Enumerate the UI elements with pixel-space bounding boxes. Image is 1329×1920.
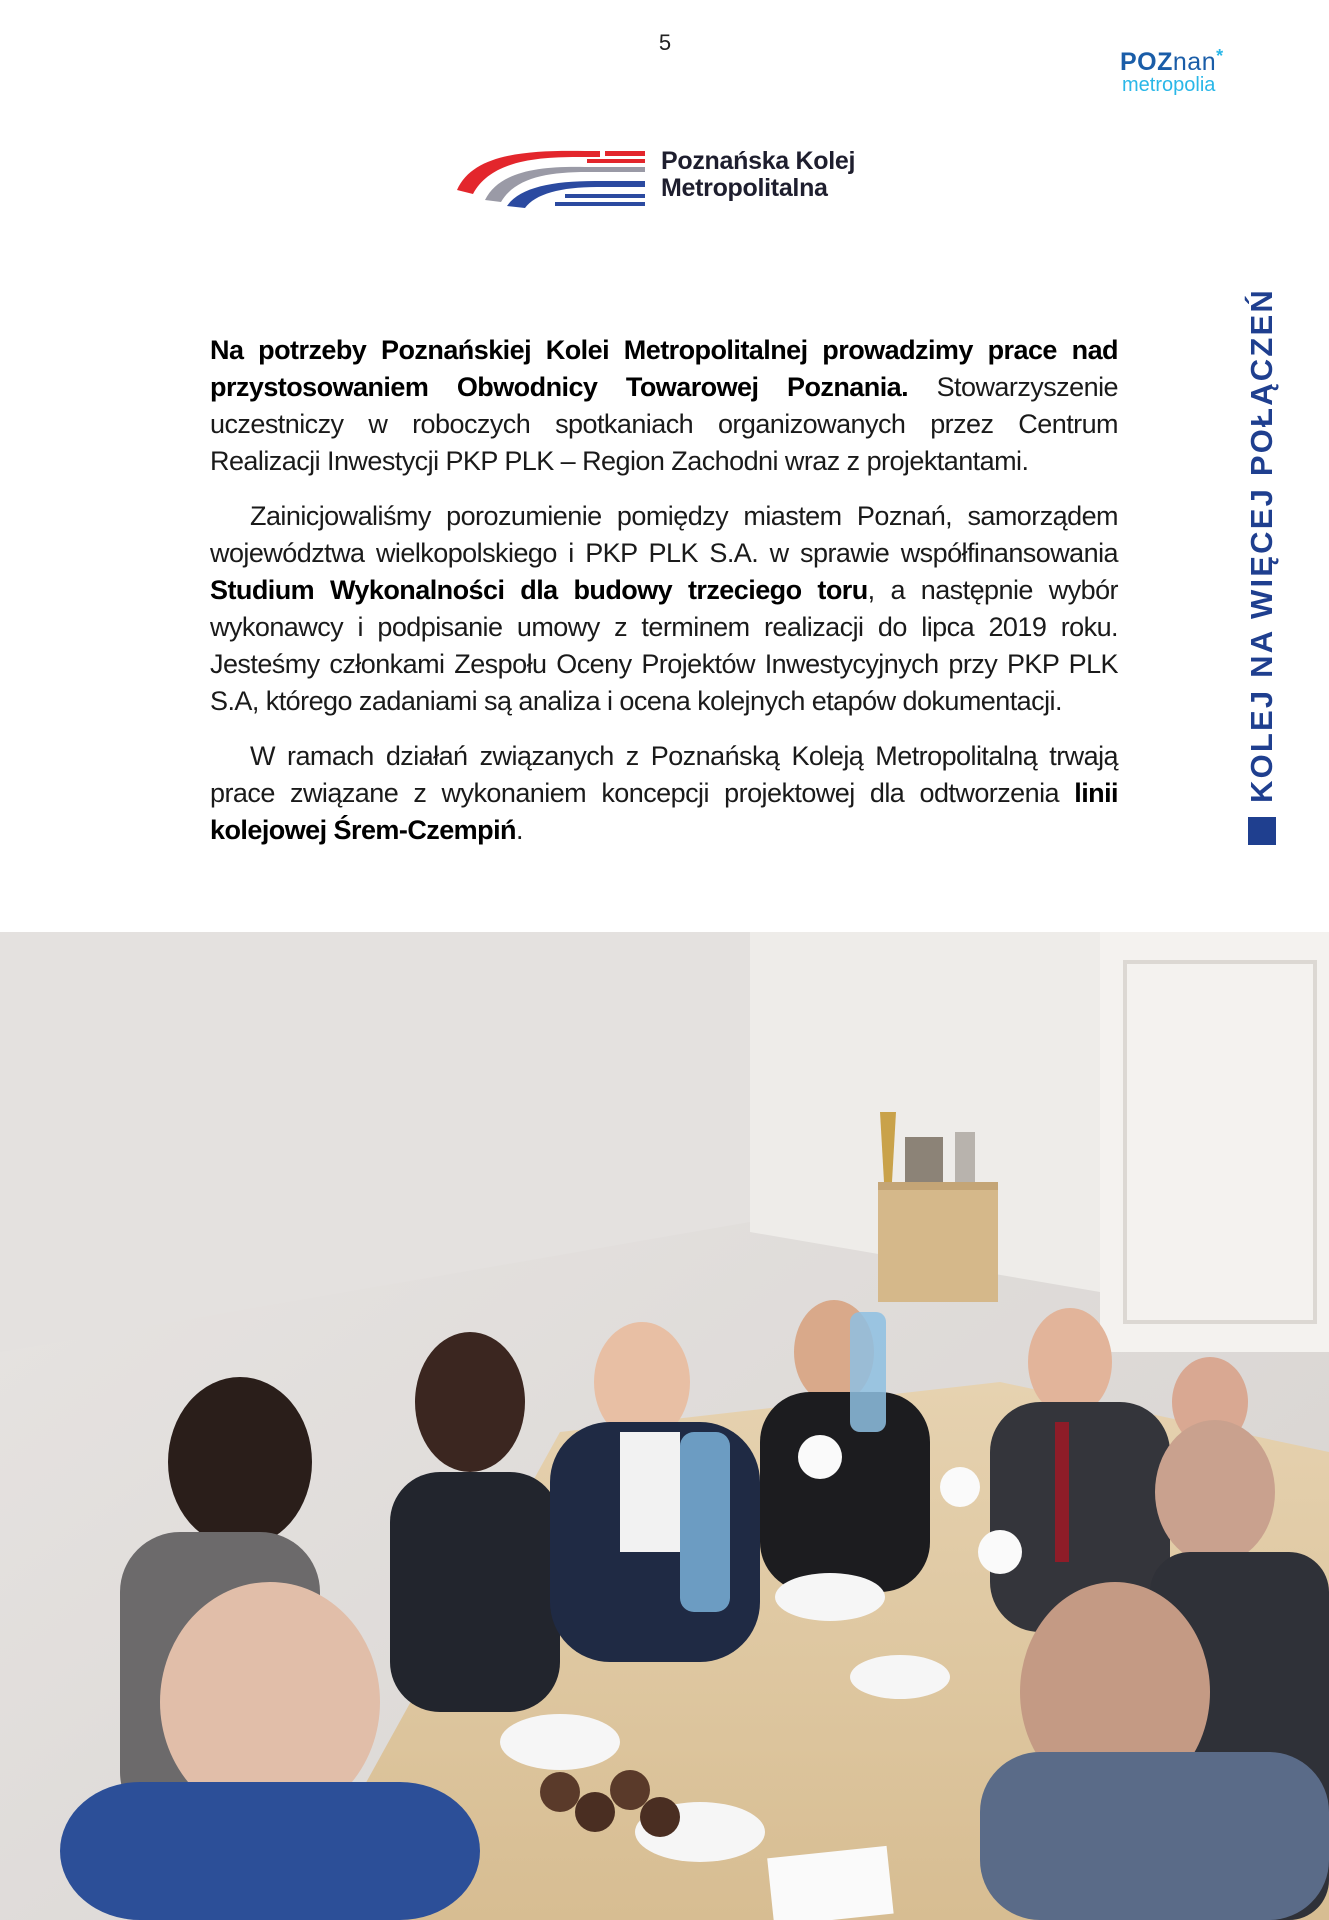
article-body xyxy=(210,332,1118,867)
paragraph-2-text-before: Zainicjowaliśmy porozumienie pomiędzy miastem Poznań, samorządem województwa wielkopolskiego i PKP PLK S.A. w sprawie współfinansowania xyxy=(210,501,1118,568)
side-label-square-icon xyxy=(1248,817,1276,845)
meeting-photo xyxy=(0,932,1329,1920)
side-section-label xyxy=(1212,200,1279,865)
paragraph-3-text-before: W ramach działań związanych z Poznańską Koleją Metropolitalną trwają prace związane z wykonaniem koncepcji projektowej dla odtworzenia xyxy=(210,741,1118,808)
logo-subtitle: metropolia xyxy=(1122,74,1216,96)
paragraph-3-bold: linii kolejowej Śrem-Czempiń xyxy=(210,778,1118,845)
paragraph-2 xyxy=(210,498,1118,720)
pkm-logo-line2: Metropolitalna xyxy=(661,174,828,202)
paragraph-1 xyxy=(210,332,1118,480)
poznan-metropolia-logo xyxy=(1120,46,1240,96)
logo-star-icon: * xyxy=(1216,46,1224,66)
pkm-logo xyxy=(455,148,875,212)
meeting-photo-illustration xyxy=(0,932,1329,1920)
paragraph-3 xyxy=(210,738,1118,849)
paragraph-2-text-after: , a następnie wybór wykonawcy i podpisanie umowy z terminem realizacji do lipca 2019 roku. Jesteśmy członkami Zespołu Oceny Projektów Inwestycyjnych przy PKP PLK S.A, którego zadaniami są analiza i ocena kolejnych etapów dokumentacji. xyxy=(210,575,1118,716)
paragraph-1-bold: Na potrzeby Poznańskiej Kolei Metropolitalnej prowadzimy prace nad przystosowaniem Obwodnicy Towarowej Poznania. xyxy=(210,335,1118,402)
paragraph-2-bold: Studium Wykonalności dla budowy trzeciego toru xyxy=(210,575,868,605)
page-number: 5 xyxy=(658,30,672,55)
logo-lower: nan xyxy=(1172,48,1217,76)
logo-caps: POZ xyxy=(1120,48,1173,76)
side-label-text: KOLEJ NA WIĘCEJ POŁĄCZEŃ xyxy=(1244,288,1279,803)
paragraph-1-text: Stowarzyszenie uczestniczy w roboczych spotkaniach organizowanych przez Centrum Realizacji Inwestycji PKP PLK – Region Zachodni wraz z projektantami. xyxy=(210,372,1118,476)
pkm-logo-line1: Poznańska Kolej xyxy=(661,147,856,175)
pkm-train-emblem-icon xyxy=(455,148,655,212)
paragraph-3-text-after: . xyxy=(515,815,523,845)
